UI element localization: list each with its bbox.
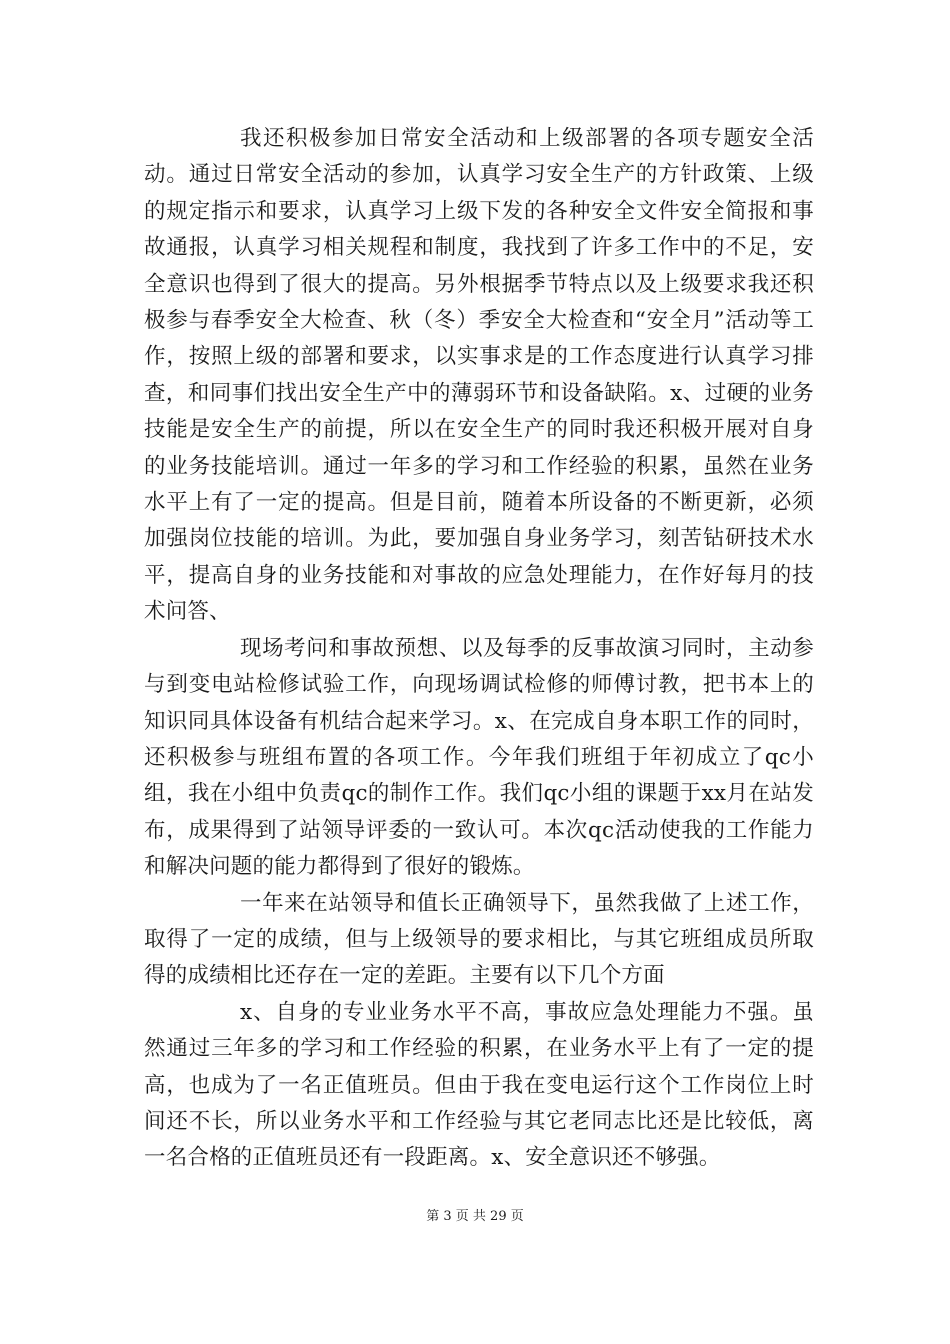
page-footer — [0, 1205, 950, 1224]
page-number: 第 3 页 共 29 页 — [426, 1209, 524, 1224]
document-body — [144, 121, 814, 1177]
paragraph-onsite-training: 现场考问和事故预想、以及每季的反事故演习同时，主动参与到变电站检修试验工作，向现场调试检修的师傅讨教，把书本上的知识同具体设备有机结合起来学习。x、在完成自身本职工作的同时，还积极参与班组布置的各项工作。今年我们班组于年初成立了qc小组，我在小组中负责qc的制作工作。我们qc小组的课题于xx月在站发布，成果得到了站领导评委的一致认可。本次qc活动使我的工作能力和解决问题的能力都得到了很好的锻炼。 — [144, 635, 814, 880]
paragraph-shortcomings-intro: 一年来在站领导和值长正确领导下，虽然我做了上述工作，取得了一定的成绩，但与上级领导的要求相比，与其它班组成员所取得的成绩相比还存在一定的差距。主要有以下几个方面 — [144, 890, 814, 989]
paragraph-professional-level: x、自身的专业业务水平不高，事故应急处理能力不强。虽然通过三年多的学习和工作经验的积累，在业务水平上有了一定的提高，也成为了一名正值班员。但由于我在变电运行这个工作岗位上时间还不长，所以业务水平和工作经验与其它老同志比还是比较低，离一名合格的正值班员还有一段距离。x、安全意识还不够强。 — [144, 999, 814, 1171]
paragraph-safety-activities: 我还积极参加日常安全活动和上级部署的各项专题安全活动。通过日常安全活动的参加，认真学习安全生产的方针政策、上级的规定指示和要求，认真学习上级下发的各种安全文件安全简报和事故通报，认真学习相关规程和制度，我找到了许多工作中的不足，安全意识也得到了很大的提高。另外根据季节特点以及上级要求我还积极参与春季安全大检查、秋（冬）季安全大检查和“安全月”活动等工作，按照上级的部署和要求，以实事求是的工作态度进行认真学习排查，和同事们找出安全生产中的薄弱环节和设备缺陷。x、过硬的业务技能是安全生产的前提，所以在安全生产的同时我还积极开展对自身的业务技能培训。通过一年多的学习和工作经验的积累，虽然在业务水平上有了一定的提高。但是目前，随着本所设备的不断更新，必须加强岗位技能的培训。为此，要加强自身业务学习，刻苦钻研技术水平，提高自身的业务技能和对事故的应急处理能力，在作好每月的技术问答、 — [144, 126, 814, 625]
